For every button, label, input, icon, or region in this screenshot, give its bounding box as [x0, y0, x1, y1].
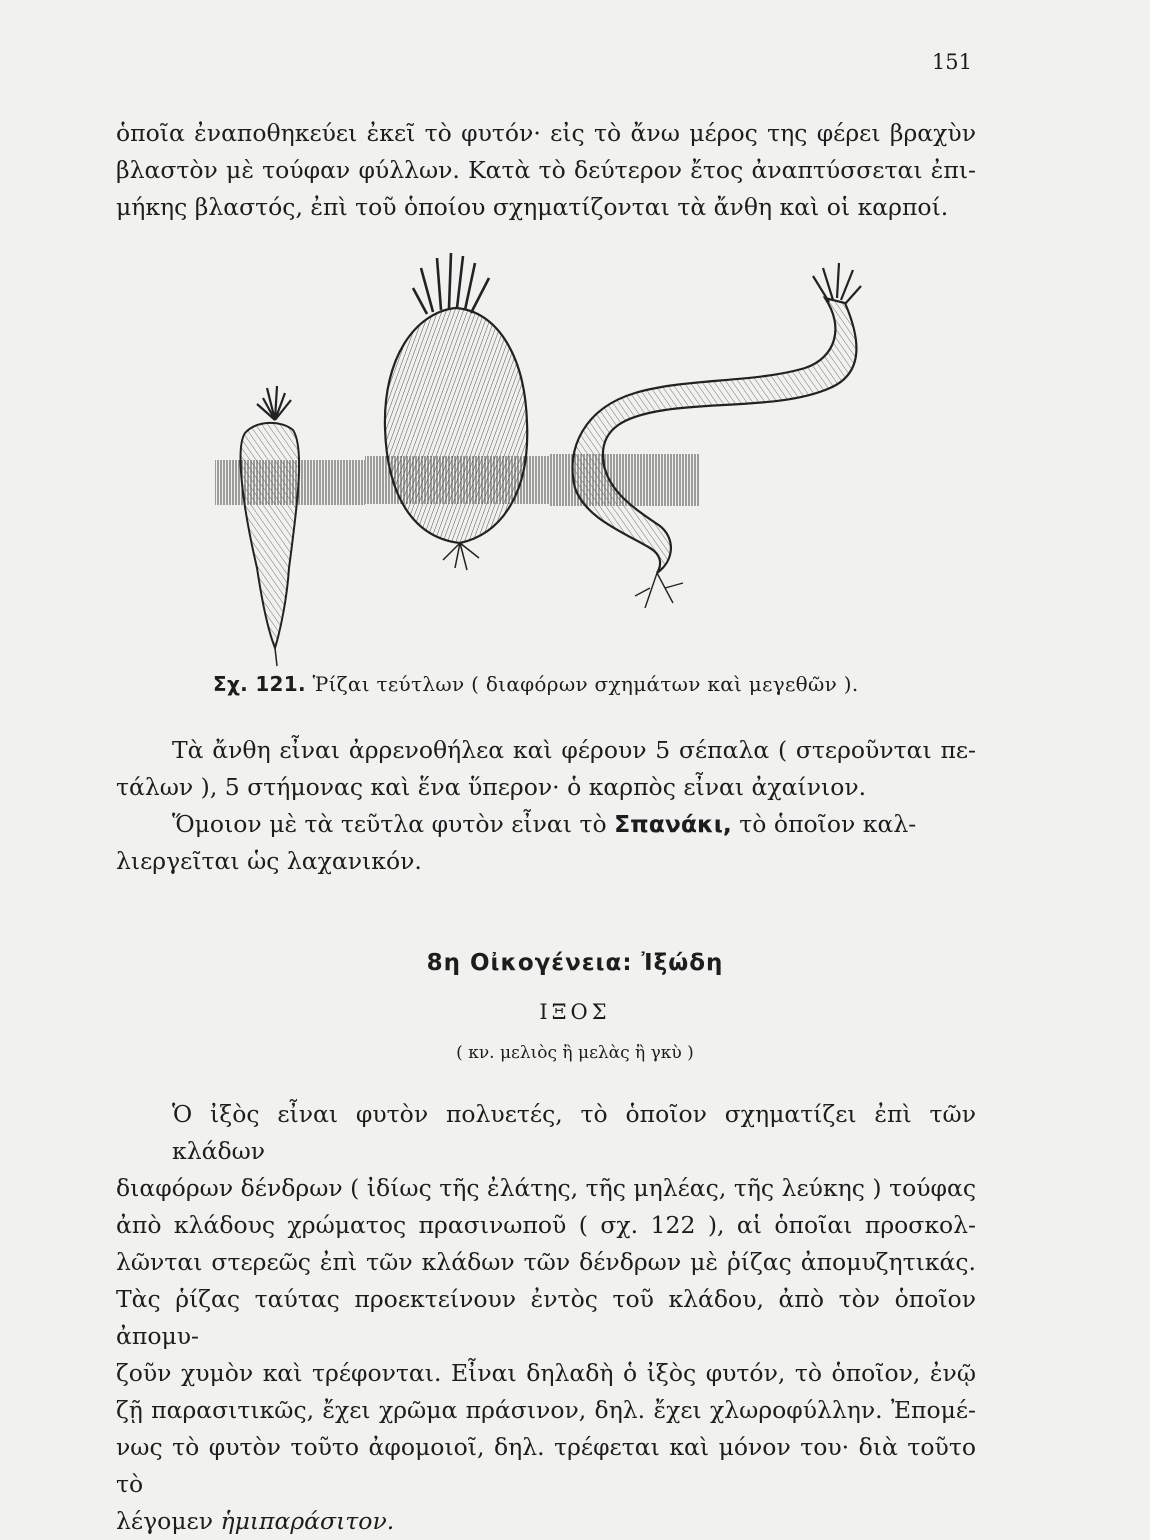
ixos-paragraph: [116, 1096, 976, 1540]
ixos-last-line: [116, 1503, 976, 1540]
ixos-line-2: διαφόρων δένδρων ( ἰδίως τῆς ἐλάτης, τῆς μηλέας, τῆς λεύκης ) τούφας: [116, 1174, 976, 1202]
section-heading: 8η Οἰκογένεια: Ἰξώδη: [426, 950, 724, 976]
section-subtitle: ΙΞΟΣ: [539, 1000, 611, 1024]
intro-line-2: βλαστὸν μὲ τούφαν φύλλων. Κατὰ τὸ δεύτερον ἔτος ἀναπτύσσεται ἐπι-: [116, 156, 976, 184]
ixos-line-6: ζοῦν χυμὸν καὶ τρέφονται. Εἶναι δηλαδὴ ὁ ἰξὸς φυτόν, τὸ ὁποῖον, ἐνῷ: [116, 1359, 976, 1387]
figure-caption: [213, 672, 859, 696]
intro-line-1: ὁποῖα ἐναποθηκεύει ἐκεῖ τὸ φυτόν· εἰς τὸ ἄνω μέρος της φέρει βραχὺν: [116, 119, 976, 147]
flowers-line-2: τάλων ), 5 στήμονας καὶ ἕνα ὕπερον· ὁ καρπὸς εἶναι ἀχαίνιον.: [116, 773, 867, 801]
flowers-line-1: Τὰ ἄνθη εἶναι ἀρρενοθήλεα καὶ φέρουν 5 σέπαλα ( στεροῦνται πε-: [172, 736, 976, 764]
intro-paragraph: [116, 115, 976, 226]
curved-beet-root: [573, 263, 862, 608]
round-beet-root: [385, 253, 527, 570]
spinach-text-after: τὸ ὁποῖον καλ-: [739, 810, 917, 838]
long-beet-root: [241, 386, 300, 666]
ixos-line-4: λῶνται στερεῶς ἐπὶ τῶν κλάδων τῶν δένδρων μὲ ῥίζας ἀπομυζητικάς.: [116, 1248, 976, 1276]
beet-roots-illustration: [205, 248, 965, 668]
ixos-last-line-start: λέγομεν: [116, 1507, 213, 1535]
page-number: 151: [931, 50, 972, 74]
ixos-line-7: ζῇ παρασιτικῶς, ἔχει χρῶμα πράσινον, δηλ. ἔχει χλωροφύλλην. Ἐπομέ-: [116, 1396, 976, 1424]
flowers-last-line: λιεργεῖται ὡς λαχανικόν.: [116, 847, 422, 875]
hemiparasite-term: ἡμιπαράσιτον.: [220, 1507, 395, 1535]
section-note: ( κν. μελιὸς ἢ μελὰς ἢ γκὺ ): [456, 1043, 694, 1063]
figure-caption-text: Ῥίζαι τεύτλων ( διαφόρων σχημάτων καὶ μεγεθῶν ).: [312, 672, 859, 696]
intro-line-3: μήκης βλαστός, ἐπὶ τοῦ ὁποίου σχηματίζονται τὰ ἄνθη καὶ οἱ καρποί.: [116, 193, 949, 221]
ixos-line-5: Τὰς ῥίζας ταύτας προεκτείνουν ἐντὸς τοῦ κλάδου, ἀπὸ τὸν ὁποῖον ἀπομυ-: [116, 1285, 976, 1350]
ixos-line-3: ἀπὸ κλάδους χρώματος πρασινωποῦ ( σχ. 122 ), αἱ ὁποῖαι προσκολ-: [116, 1211, 976, 1239]
flowers-paragraph: [116, 732, 976, 880]
ixos-line-1: Ὁ ἰξὸς εἶναι φυτὸν πολυετές, τὸ ὁποῖον σχηματίζει ἐπὶ τῶν κλάδων: [172, 1100, 976, 1165]
spinach-term: Σπανάκι,: [614, 810, 732, 838]
spinach-line: [116, 806, 976, 843]
spinach-text-before: Ὅμοιον μὲ τὰ τεῦτλα φυτὸν εἶναι τὸ: [172, 810, 607, 838]
ixos-line-8: νως τὸ φυτὸν τοῦτο ἀφομοιοῖ, δηλ. τρέφεται καὶ μόνον του· διὰ τοῦτο τὸ: [116, 1433, 976, 1498]
figure-label: Σχ. 121.: [213, 672, 306, 696]
